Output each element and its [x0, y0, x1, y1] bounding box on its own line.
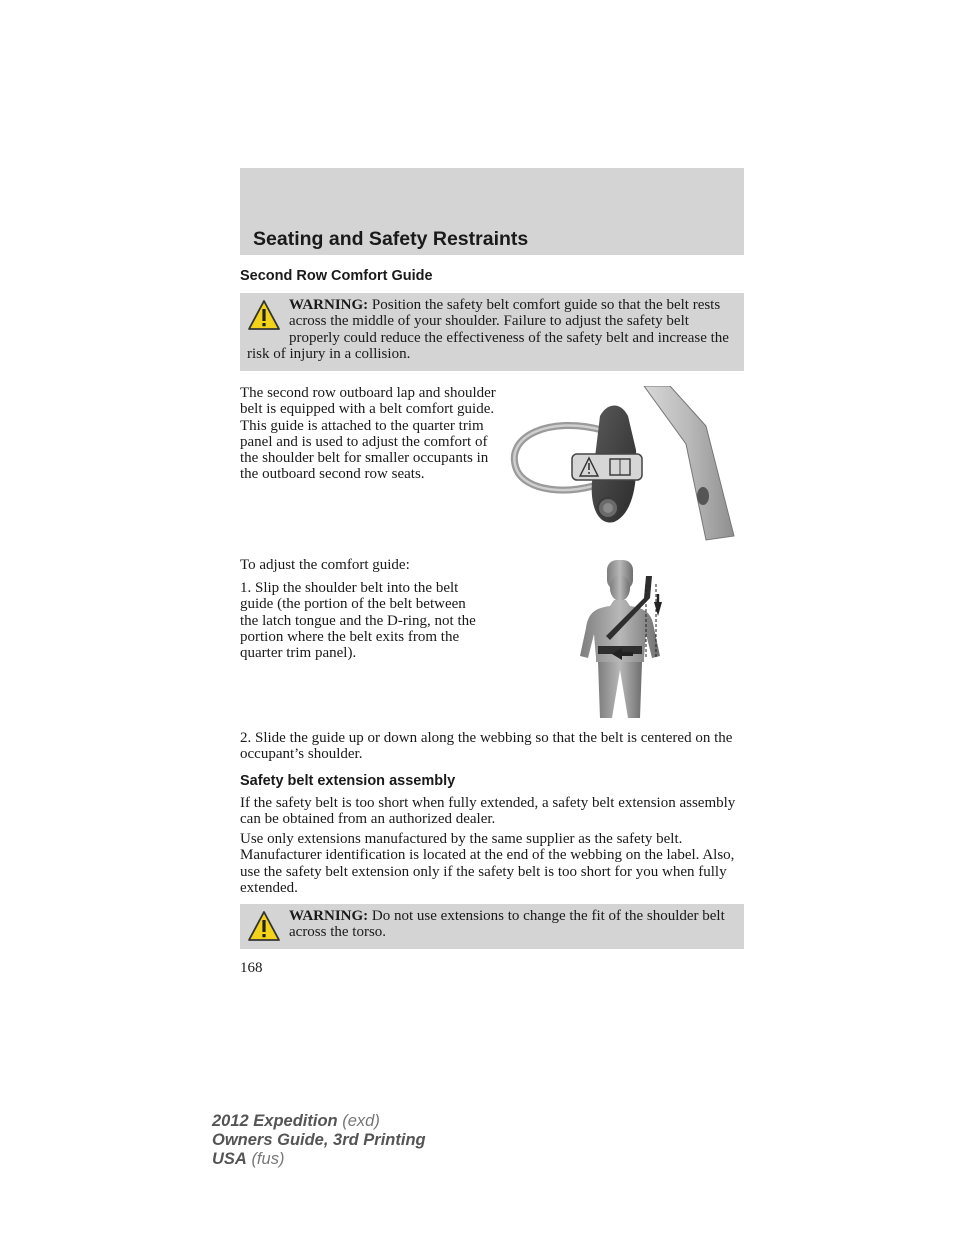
- warning-text: Do not use extensions to change the fit of the shoulder belt across the torso.: [289, 908, 725, 941]
- warning-triangle-icon: [247, 910, 281, 942]
- warning-triangle-icon: [247, 299, 281, 331]
- comfort-guide-description: The second row outboard lap and shoulder belt is equipped with a belt comfort guide. This guide is attached to the quarter trim panel and is used to adjust the comfort of the shoulder belt for smaller occupants in the outboard second row seats.: [240, 385, 496, 483]
- footer-line-3: [212, 1150, 426, 1169]
- section-header-band: [240, 168, 744, 255]
- section-title: Seating and Safety Restraints: [253, 228, 529, 250]
- extension-paragraph-1: If the safety belt is too short when fully extended, a safety belt extension assembly can be obtained from an authorized dealer.: [240, 795, 736, 828]
- warning-label: WARNING:: [289, 297, 369, 313]
- warning-box-extension: [240, 904, 744, 949]
- heading-second-row-comfort-guide: Second Row Comfort Guide: [240, 268, 433, 284]
- footer-line-1: [212, 1112, 426, 1131]
- step-1: 1. Slip the shoulder belt into the belt guide (the portion of the belt between the latch tongue and the D-ring, not the portion where the belt exits from the quarter trim panel).: [240, 580, 476, 662]
- warning-label: WARNING:: [289, 908, 369, 924]
- heading-safety-belt-extension: Safety belt extension assembly: [240, 773, 456, 789]
- comfort-guide-illustration: [510, 386, 746, 544]
- occupant-belt-illustration: [580, 558, 676, 722]
- footer-model-code: (exd): [342, 1112, 380, 1130]
- footer-market: USA: [212, 1150, 247, 1168]
- extension-paragraph-2: Use only extensions manufactured by the same supplier as the safety belt. Manufacturer identification is located at the end of the webbing on the label. Also, use the safety belt extension only if the safety belt is too short for you when fully extended.: [240, 831, 735, 896]
- document-footer: [212, 1112, 426, 1169]
- adjust-intro: To adjust the comfort guide:: [240, 557, 410, 573]
- footer-model: 2012 Expedition: [212, 1112, 338, 1130]
- step-2: 2. Slide the guide up or down along the webbing so that the belt is centered on the occupant’s shoulder.: [240, 730, 733, 763]
- footer-printing: Owners Guide, 3rd Printing: [212, 1131, 426, 1149]
- warning-text: Position the safety belt comfort guide so that the belt rests across the middle of your shoulder. Failure to adjust the safety belt properly could reduce the effectiveness of the safety belt and increase the risk of injury in a collision.: [247, 297, 729, 362]
- footer-line-2: [212, 1131, 426, 1150]
- footer-market-code: (fus): [251, 1150, 285, 1168]
- warning-box-comfort-guide: [240, 293, 744, 371]
- page-number: 168: [240, 960, 263, 976]
